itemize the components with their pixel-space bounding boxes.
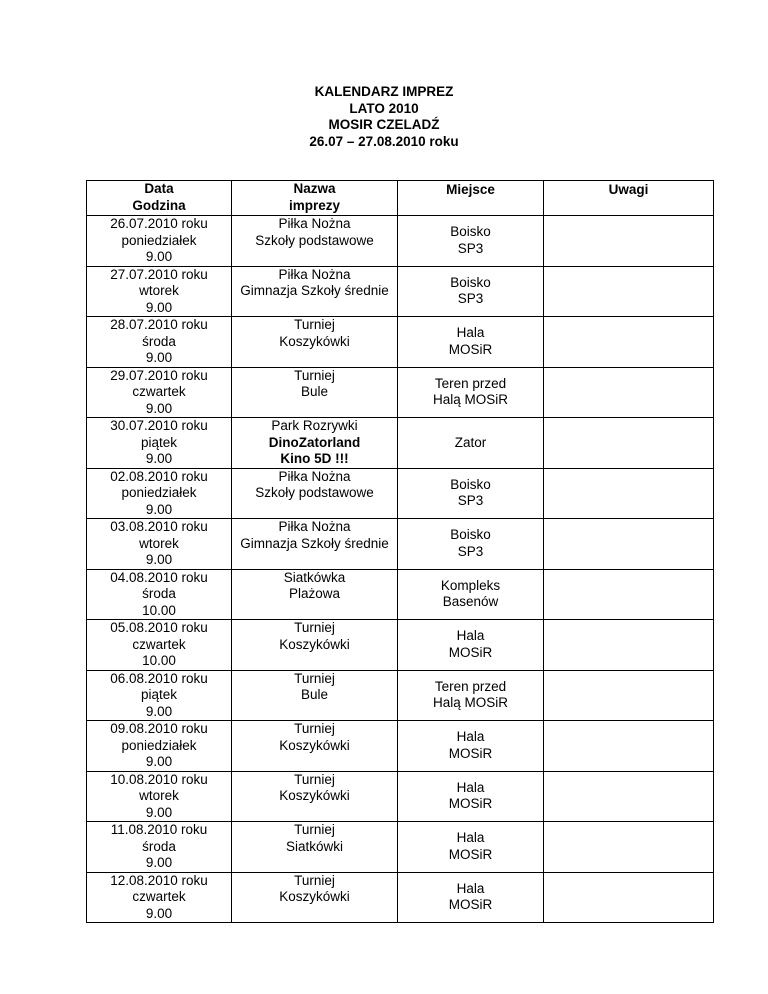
event-name-cell [232, 721, 398, 772]
date-cell [87, 418, 232, 469]
event-name-cell [232, 620, 398, 671]
event-name-cell [232, 266, 398, 317]
date-cell [87, 721, 232, 772]
event-name-line: Turniej [294, 771, 335, 787]
date-cell [87, 822, 232, 873]
place-line: MOSiR [448, 796, 493, 812]
place-cell [398, 367, 544, 418]
place-cell [398, 519, 544, 570]
place-line: Basenów [442, 594, 499, 610]
event-name-line: Piłka Nożna [278, 468, 351, 484]
date-text: 10.08.2010 roku [110, 771, 208, 787]
event-name-cell [232, 317, 398, 368]
table-row [87, 418, 714, 469]
notes-cell [544, 367, 714, 418]
time-text: 10.00 [142, 602, 176, 618]
date-cell [87, 468, 232, 519]
title-line-1: KALENDARZ IMPREZ [314, 84, 454, 99]
place-line: SP3 [457, 493, 484, 509]
event-name-line: Bule [300, 687, 329, 702]
place-cell [398, 771, 544, 822]
place-line: Boisko [450, 274, 491, 290]
day-text: środa [142, 586, 176, 601]
event-name-line: Szkoły podstawowe [255, 232, 374, 248]
table-row [87, 670, 714, 721]
header-name [232, 181, 398, 216]
event-name-line: Bule [300, 384, 329, 399]
day-text: czwartek [132, 636, 186, 652]
day-text: wtorek [139, 535, 179, 551]
day-text: czwartek [132, 384, 186, 399]
date-text: 03.08.2010 roku [110, 519, 208, 534]
event-name-line: DinoZatorland [268, 434, 361, 450]
date-cell [87, 771, 232, 822]
place-cell [398, 670, 544, 721]
event-name-cell [232, 822, 398, 873]
header-notes [544, 181, 714, 216]
place-line: Hala [456, 830, 485, 846]
day-text: czwartek [132, 889, 186, 904]
place-line: Teren przed [434, 678, 507, 694]
date-text: 29.07.2010 roku [110, 367, 208, 383]
place-line: Teren przed [434, 375, 507, 391]
notes-cell [544, 266, 714, 317]
event-name-cell [232, 418, 398, 469]
place-line: Kompleks [440, 577, 501, 593]
header-date [87, 181, 232, 216]
day-text: środa [142, 333, 176, 349]
place-line: Halą MOSiR [432, 695, 508, 711]
event-name-cell [232, 216, 398, 267]
title-line-4: 26.07 – 27.08.2010 roku [309, 133, 459, 149]
place-line: SP3 [457, 291, 484, 307]
header-name-label-2: imprezy [288, 197, 341, 213]
event-name-line: Piłka Nożna [278, 519, 351, 534]
notes-cell [544, 721, 714, 772]
day-text: poniedziałek [121, 737, 197, 753]
place-line: Halą MOSiR [432, 392, 508, 408]
date-cell [87, 670, 232, 721]
header-name-label-1: Nazwa [293, 181, 336, 196]
place-cell [398, 216, 544, 267]
time-text: 9.00 [145, 552, 173, 567]
table-row [87, 216, 714, 267]
time-text: 9.00 [145, 703, 173, 719]
notes-cell [544, 569, 714, 620]
table-row [87, 771, 714, 822]
date-cell [87, 872, 232, 923]
place-line: Boisko [450, 527, 491, 543]
place-line: Hala [456, 880, 485, 896]
place-line: Hala [456, 325, 485, 341]
header-notes-label: Uwagi [608, 182, 649, 197]
place-line: Boisko [450, 476, 491, 492]
date-text: 05.08.2010 roku [110, 620, 208, 635]
place-cell [398, 569, 544, 620]
day-text: wtorek [139, 788, 179, 803]
place-line: MOSiR [448, 341, 493, 357]
place-line: MOSiR [448, 745, 493, 761]
event-name-line: Plażowa [288, 586, 341, 601]
event-name-line: Turniej [294, 721, 335, 736]
day-text: środa [142, 838, 176, 854]
place-cell [398, 620, 544, 671]
date-cell [87, 266, 232, 317]
date-text: 11.08.2010 roku [110, 822, 208, 837]
title-line-3: MOSIR CZELADŹ [328, 117, 440, 132]
place-line: Hala [456, 628, 485, 644]
date-cell [87, 569, 232, 620]
table-row [87, 266, 714, 317]
place-line: SP3 [457, 543, 484, 559]
place-line: Boisko [450, 224, 491, 240]
event-name-line: Kino 5D !!! [280, 451, 349, 466]
notes-cell [544, 822, 714, 873]
event-name-line: Koszykówki [279, 889, 350, 904]
place-cell [398, 418, 544, 469]
event-name-line: Koszykówki [279, 788, 350, 803]
event-name-cell [232, 771, 398, 822]
place-cell [398, 872, 544, 923]
header-place [398, 181, 544, 216]
table-row [87, 721, 714, 772]
date-text: 28.07.2010 roku [110, 317, 208, 332]
date-text: 06.08.2010 roku [110, 670, 208, 686]
date-cell [87, 519, 232, 570]
date-text: 04.08.2010 roku [110, 569, 208, 585]
table-row [87, 620, 714, 671]
time-text: 9.00 [145, 299, 173, 315]
notes-cell [544, 771, 714, 822]
date-text: 12.08.2010 roku [110, 872, 208, 888]
date-text: 09.08.2010 roku [110, 721, 208, 736]
date-text: 30.07.2010 roku [110, 418, 208, 433]
time-text: 9.00 [145, 501, 173, 517]
event-name-line: Turniej [294, 872, 335, 888]
event-name-line: Piłka Nożna [278, 266, 351, 282]
table-row [87, 519, 714, 570]
event-name-line: Piłka Nożna [278, 216, 351, 231]
event-name-line: Gimnazja Szkoły średnie [240, 535, 389, 551]
time-text: 9.00 [145, 451, 173, 466]
event-name-line: Siatkówki [285, 838, 344, 854]
event-name-cell [232, 468, 398, 519]
time-text: 9.00 [145, 754, 173, 769]
event-name-line: Koszykówki [279, 333, 350, 349]
notes-cell [544, 519, 714, 570]
event-name-cell [232, 569, 398, 620]
time-text: 9.00 [145, 350, 173, 365]
place-line: MOSiR [448, 897, 493, 913]
table-row [87, 822, 714, 873]
place-cell [398, 822, 544, 873]
event-name-line: Gimnazja Szkoły średnie [240, 283, 389, 298]
notes-cell [544, 317, 714, 368]
time-text: 9.00 [145, 855, 173, 870]
place-line: MOSiR [448, 846, 493, 862]
table-row [87, 569, 714, 620]
place-cell [398, 721, 544, 772]
event-name-line: Turniej [294, 822, 335, 837]
event-name-line: Park Rozrywki [271, 418, 358, 433]
notes-cell [544, 670, 714, 721]
event-name-line: Turniej [294, 367, 335, 383]
day-text: wtorek [139, 283, 179, 298]
notes-cell [544, 872, 714, 923]
day-text: piątek [140, 434, 178, 450]
table-header-row [87, 181, 714, 216]
event-name-cell [232, 367, 398, 418]
event-name-line: Koszykówki [279, 636, 350, 652]
title-line-2: LATO 2010 [349, 100, 419, 116]
event-name-line: Szkoły podstawowe [255, 485, 374, 500]
events-table [86, 180, 714, 923]
notes-cell [544, 418, 714, 469]
date-cell [87, 216, 232, 267]
time-text: 9.00 [145, 249, 173, 264]
time-text: 9.00 [145, 804, 173, 820]
date-cell [87, 620, 232, 671]
time-text: 9.00 [145, 400, 173, 416]
place-line: Zator [454, 434, 487, 450]
table-row [87, 367, 714, 418]
date-text: 26.07.2010 roku [110, 216, 208, 231]
place-line: SP3 [457, 240, 484, 256]
table-row [87, 468, 714, 519]
place-cell [398, 266, 544, 317]
place-cell [398, 317, 544, 368]
event-name-line: Turniej [294, 317, 335, 332]
time-text: 9.00 [145, 905, 173, 921]
day-text: poniedziałek [121, 232, 197, 248]
header-place-label: Miejsce [446, 182, 495, 197]
header-date-label: Data [144, 181, 174, 196]
notes-cell [544, 620, 714, 671]
date-cell [87, 317, 232, 368]
date-text: 02.08.2010 roku [110, 468, 208, 484]
place-line: Hala [456, 779, 485, 795]
event-name-cell [232, 519, 398, 570]
place-line: MOSiR [448, 644, 493, 660]
notes-cell [544, 216, 714, 267]
time-text: 10.00 [142, 653, 176, 668]
event-name-cell [232, 872, 398, 923]
notes-cell [544, 468, 714, 519]
place-line: Hala [456, 729, 485, 745]
day-text: poniedziałek [121, 485, 197, 500]
header-time-label: Godzina [132, 197, 186, 213]
date-cell [87, 367, 232, 418]
document-title [0, 84, 768, 150]
table-row [87, 872, 714, 923]
event-name-line: Turniej [294, 670, 335, 686]
date-text: 27.07.2010 roku [110, 266, 208, 282]
place-cell [398, 468, 544, 519]
event-name-line: Koszykówki [279, 737, 350, 753]
day-text: piątek [140, 687, 178, 702]
table-row [87, 317, 714, 368]
event-name-line: Siatkówka [283, 569, 346, 585]
event-name-cell [232, 670, 398, 721]
event-name-line: Turniej [294, 620, 335, 635]
